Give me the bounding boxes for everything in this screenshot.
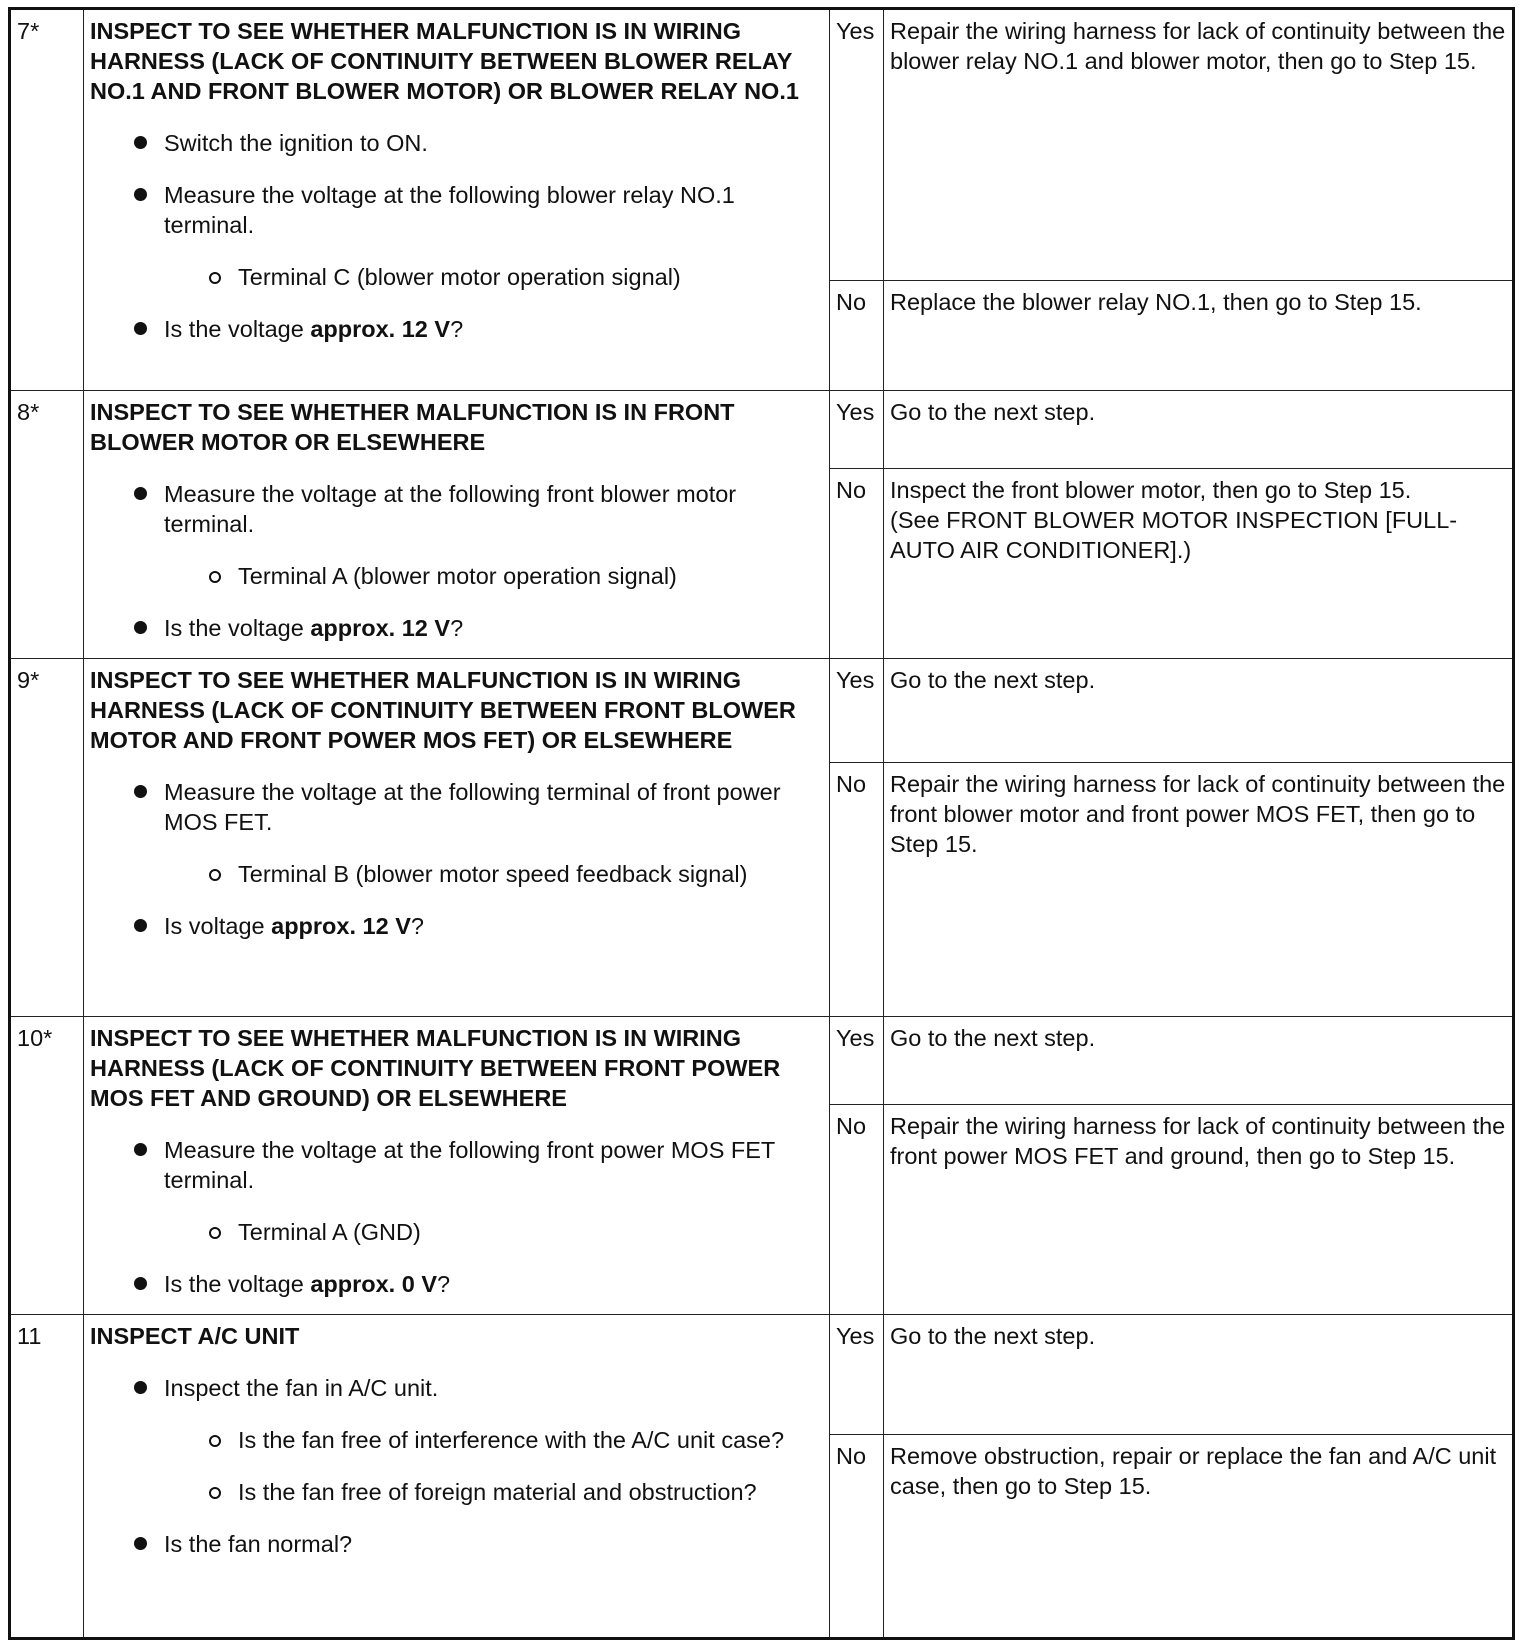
no-action: Remove obstruction, repair or replace the fan and A/C unit case, then go to Step 15.	[884, 1435, 1514, 1639]
step-action-cell	[84, 1017, 830, 1315]
yes-action: Go to the next step.	[884, 1315, 1514, 1435]
step-row-8-yes	[10, 391, 1514, 469]
step-title: INSPECT A/C UNIT	[90, 1323, 300, 1349]
no-label: No	[830, 1105, 884, 1315]
yes-label: Yes	[830, 391, 884, 469]
bullet-item: Switch the ignition to ON.	[90, 128, 823, 158]
no-action: Replace the blower relay NO.1, then go to Step 15.	[884, 281, 1514, 391]
question-item: Is the fan normal?	[90, 1529, 823, 1559]
step-number: 8*	[10, 391, 84, 659]
no-label: No	[830, 763, 884, 1017]
sub-bullet-item: Terminal B (blower motor speed feedback signal)	[90, 859, 823, 889]
filled-bullet-icon	[134, 136, 147, 149]
yes-action: Repair the wiring harness for lack of continuity between the blower relay NO.1 and blower motor, then go to Step 15.	[884, 9, 1514, 281]
hollow-bullet-icon	[209, 1435, 221, 1447]
question-item: Is the voltage approx. 0 V?	[90, 1269, 823, 1299]
sub-bullet-item: Is the fan free of foreign material and obstruction?	[90, 1477, 823, 1507]
step-number: 11	[10, 1315, 84, 1639]
step-action-cell	[84, 1315, 830, 1639]
no-label: No	[830, 469, 884, 659]
bullet-item: Measure the voltage at the following front blower motor terminal.	[90, 479, 823, 539]
no-label: No	[830, 281, 884, 391]
question-item: Is the voltage approx. 12 V?	[90, 613, 823, 643]
step-row-11-yes	[10, 1315, 1514, 1435]
filled-bullet-icon	[134, 487, 147, 500]
question-item: Is voltage approx. 12 V?	[90, 911, 823, 941]
filled-bullet-icon	[134, 322, 147, 335]
step-action-cell	[84, 391, 830, 659]
sub-bullet-item: Is the fan free of interference with the A/C unit case?	[90, 1425, 823, 1455]
sub-bullet-item: Terminal C (blower motor operation signal)	[90, 262, 823, 292]
yes-label: Yes	[830, 1017, 884, 1105]
filled-bullet-icon	[134, 785, 147, 798]
hollow-bullet-icon	[209, 272, 221, 284]
no-action: Repair the wiring harness for lack of continuity between the front power MOS FET and ground, then go to Step 15.	[884, 1105, 1514, 1315]
yes-action: Go to the next step.	[884, 391, 1514, 469]
filled-bullet-icon	[134, 1381, 147, 1394]
step-title: INSPECT TO SEE WHETHER MALFUNCTION IS IN WIRING HARNESS (LACK OF CONTINUITY BETWEEN FRONT BLOWER MOTOR AND FRONT POWER MOS FET) OR ELSEWHERE	[90, 667, 796, 753]
bullet-item: Inspect the fan in A/C unit.	[90, 1373, 823, 1403]
yes-label: Yes	[830, 659, 884, 763]
step-action-cell	[84, 9, 830, 391]
filled-bullet-icon	[134, 1277, 147, 1290]
hollow-bullet-icon	[209, 571, 221, 583]
bullet-item: Measure the voltage at the following blower relay NO.1 terminal.	[90, 180, 823, 240]
bullet-item: Measure the voltage at the following front power MOS FET terminal.	[90, 1135, 823, 1195]
hollow-bullet-icon	[209, 1227, 221, 1239]
yes-label: Yes	[830, 1315, 884, 1435]
no-label: No	[830, 1435, 884, 1639]
yes-action: Go to the next step.	[884, 659, 1514, 763]
diagnostic-procedure-table	[8, 7, 1515, 1640]
step-row-9-yes	[10, 659, 1514, 763]
filled-bullet-icon	[134, 1537, 147, 1550]
step-title: INSPECT TO SEE WHETHER MALFUNCTION IS IN FRONT BLOWER MOTOR OR ELSEWHERE	[90, 399, 735, 455]
step-title: INSPECT TO SEE WHETHER MALFUNCTION IS IN WIRING HARNESS (LACK OF CONTINUITY BETWEEN BLOWER RELAY NO.1 AND FRONT BLOWER MOTOR) OR BLOWER RELAY NO.1	[90, 18, 799, 104]
step-number: 10*	[10, 1017, 84, 1315]
filled-bullet-icon	[134, 621, 147, 634]
filled-bullet-icon	[134, 919, 147, 932]
step-number: 7*	[10, 9, 84, 391]
yes-action: Go to the next step.	[884, 1017, 1514, 1105]
step-number: 9*	[10, 659, 84, 1017]
question-item: Is the voltage approx. 12 V?	[90, 314, 823, 344]
step-row-10-yes	[10, 1017, 1514, 1105]
hollow-bullet-icon	[209, 869, 221, 881]
step-action-cell	[84, 659, 830, 1017]
filled-bullet-icon	[134, 188, 147, 201]
no-action: Repair the wiring harness for lack of continuity between the front blower motor and front power MOS FET, then go to Step 15.	[884, 763, 1514, 1017]
step-title: INSPECT TO SEE WHETHER MALFUNCTION IS IN WIRING HARNESS (LACK OF CONTINUITY BETWEEN FRONT POWER MOS FET AND GROUND) OR ELSEWHERE	[90, 1025, 781, 1111]
sub-bullet-item: Terminal A (GND)	[90, 1217, 823, 1247]
no-action: Inspect the front blower motor, then go to Step 15. (See FRONT BLOWER MOTOR INSPECTION [FULL-AUTO AIR CONDITIONER].)	[884, 469, 1514, 659]
bullet-item: Measure the voltage at the following terminal of front power MOS FET.	[90, 777, 823, 837]
step-row-7-yes	[10, 9, 1514, 281]
yes-label: Yes	[830, 9, 884, 281]
hollow-bullet-icon	[209, 1487, 221, 1499]
sub-bullet-item: Terminal A (blower motor operation signal)	[90, 561, 823, 591]
filled-bullet-icon	[134, 1143, 147, 1156]
